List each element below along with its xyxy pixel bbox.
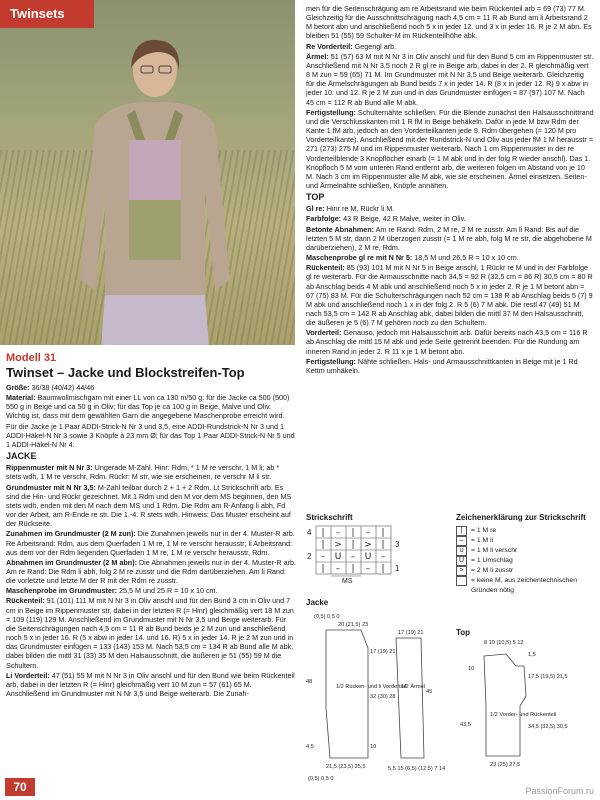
material-label: Material: — [6, 393, 36, 403]
model-label: Modell 31 — [6, 352, 57, 364]
svg-text:U: U — [364, 552, 372, 562]
finishing-text: Schulternähte schließen. Für die Blende zunächst den Halsausschnittrand und die Verschlusskanten mit 1 R fM in Beige behäkeln. Dafür in jede M bzw Rdm der Kante 1 fM arb, jedoch an den Vorderteilkanten jede 9. Rdm übergehen (= 120 M pro Vorderteilkante). Anschließend mit der Rundstrick-N und Oliv aus jeder fM 1 M herausstr = 271 (273) 275 M und im Rippenmuster weiterarb. Nach 1 cm Rippenmuster in der re Vorderteilblende 3 Knopflöcher einarb (= 1 M abk und in der folg R wieder anschl). Das 1. Knopfloch 5 M vom unteren Rand entfernt arb, die weiteren folgen im Abstand von je 10 M. Nach 3 cm im Rippenmuster alle M abk, wie sie erscheinen. Ärmel einsetzen. Seiten- und Ärmelnähte schließen, Knöpfe annähen. — [306, 107, 594, 190]
svg-text:|: | — [351, 540, 355, 550]
t-right: 1,5 — [528, 652, 536, 658]
knitting-chart — [306, 524, 416, 586]
svg-text:–: – — [320, 552, 326, 562]
svg-text:|: | — [381, 540, 385, 550]
rib-text: Ungerade M-Zahl. Hinr: Rdm, * 1 M re verschr, 1 M li; ab * stets wdh, 1 M re verschr, Rdm. Rückr: M str, wie sie erscheinen, re verschr M li str. — [6, 463, 280, 482]
j-side: 17 (19) 21 — [370, 649, 396, 655]
watermark: PassionForum.ru — [525, 786, 594, 796]
material-text: Baumwollmischgarn mit einer LL von ca 130 m/50 g: für die Jacke ca 500 (500) 550 g in Beige und ca 50 g in Oliv; für das Top je ca 100 g in Beige, Malve und Oliv. Wichtig ist, dass mit dem gewählten Garn die angegebene Maschenprobe erreicht wird. — [6, 393, 290, 421]
legend-item — [456, 556, 596, 566]
increase-text: Die Zunahmen jeweils nur in der 4. Muster-R arb. Re Arbeitsrand: Rdm, aus dem Querfaden 1 M re, 1 M re verschr herausstr; li Arbeitsrand: aus dem vor der Rdm liegenden Querfaden 1 M re, 1 M re verschr herausstr, Rdm. — [6, 529, 295, 557]
right-front-label: Re Vorderteil: — [306, 41, 353, 51]
model-illustration — [65, 30, 245, 345]
row-label-1: 1 — [395, 564, 400, 573]
gauge-text: 25,5 M und 25 R = 10 x 10 cm. — [119, 586, 218, 596]
row-label-4: 4 — [307, 528, 312, 537]
decrease-label: Abnahmen im Grundmuster (2 M abn): — [6, 557, 137, 567]
top-stockinette-label: Gl re: — [306, 204, 325, 214]
j-h10: 10 — [370, 744, 377, 750]
legend-text: = 1 M li — [471, 537, 494, 544]
legend — [456, 513, 596, 596]
j-h48: 48 — [306, 679, 313, 685]
legend-symbol: – — [456, 536, 467, 546]
decrease-text: Die Abnahmen jeweils nur in der 4. Muster-R arb. Am re Rand: Die Rdm li abh, folg 2 M re zusstr und die Rdm darüberziehen. Am li Rand: die vorletzte und letzte M der R mit der Rdm re zusstr. — [6, 557, 296, 586]
top-gauge-text: 18,5 M und 26,5 R = 10 x 10 cm. — [414, 253, 519, 263]
model-title: Twinset – Jacke und Blockstreifen-Top — [6, 365, 245, 380]
legend-symbol: ∪ — [456, 546, 467, 556]
svg-text:U: U — [334, 552, 342, 562]
top-front-text: Genauso, jedoch mit Halsausschnitt arb. Dafür bereits nach 43,5 cm = 116 R ab Anschlag die mittl 15 M abk und jede Seite getrennt beenden. Für die Rundung am inneren Rand in jeder 2. R 11 x je 1 M betont abn. — [306, 328, 588, 356]
t-h10: 10 — [468, 666, 475, 672]
t-h435: 43,5 — [460, 722, 471, 728]
emph-dec-text: Am re Rand: Rdm, 2 M re, 2 M re zusstr. Am li Rand: Bis auf die letzten 5 M str, dann 2 M überzogen zusstr (= 1 M re abh, folg M re str, die abgehobene M darüberziehen), 2 M re, Rdm. — [306, 224, 592, 252]
legend-item — [456, 536, 596, 546]
left-front-text: 47 (51) 55 M mit N Nr 3 in Oliv anschl und für den Bund wie beim Rückenteil arb, dabei in der letzten R (= Hinr) gleichmäßig vert 10 M zun = 57 (61) 65 M. Anschließend im Grundmuster mit N Nr 3,5 und Beige weiterarb. Die Zunah- — [6, 670, 295, 698]
legend-item — [456, 546, 596, 556]
svg-text:–: – — [350, 552, 356, 562]
back-schematic-label: 1/2 Rücken- und li Vorderteil — [336, 684, 407, 690]
back-text: 91 (101) 111 M mit N Nr 3 in Oliv anschl und für den Bund 3 cm in Oliv und 7 cm in Beige im Rippenmuster str, dabei in der letzten R (= Hinr) gleichmäßig vert 18 M zun = 109 (119) 129 M. Anschließend im Grundmuster mit N Nr 3,5 und Beige weiterarb. Für die Seitenschrägungen nach 4,5 cm = 11 R ab Bund beids je 2 M zun und anschließend noch 5 x in jeder 16. R (5 x abw in jeder 14. und 16. R) 5 x in jeder 14. R je 2 M zun und in das Grundmuster einfügen = 133 (143) 153 M. Nach 53,5 cm = 134 R ab Bund alle M abk, dabei bilden die mittl 31 (33) 35 M den Halsausschnitt, die äußeren je 51 (55) 59 M die Schultern. — [6, 596, 294, 670]
svg-text:>: > — [334, 540, 342, 550]
t-bottom: 23 (25) 27,5 — [490, 762, 521, 768]
legend-text: = 2 M li zusstr — [471, 567, 514, 574]
color-order-text: 43 R Beige, 42 R Malve, weiter in Oliv. — [343, 214, 466, 224]
right-front-text: Gegengl arb. — [354, 41, 397, 51]
j-mid: 32 (30) 28 — [370, 694, 396, 700]
legend-text: = 1 M re — [471, 527, 497, 534]
legend-text: = 1 Umschlag — [471, 557, 513, 564]
svg-text:|: | — [351, 564, 355, 574]
emph-dec-label: Betonte Abnahmen: — [306, 224, 375, 234]
svg-text:|: | — [351, 528, 355, 538]
back-label: Rückenteil: — [6, 596, 45, 606]
j-bottom2: (0,5) 0,5 0 — [308, 776, 334, 782]
gauge-label: Maschenprobe im Grundmuster: — [6, 586, 118, 596]
jacke-schematic — [306, 608, 456, 788]
left-column — [6, 352, 296, 699]
legend-item — [456, 576, 596, 596]
finishing-label: Fertigstellung: — [306, 107, 356, 117]
color-order-label: Farbfolge: — [306, 214, 342, 224]
left-front-label: Li Vorderteil: — [6, 670, 50, 680]
rib-label: Rippenmuster mit N Nr 3: — [6, 463, 93, 473]
section-tab: Twinsets — [0, 0, 94, 28]
legend-symbol: | — [456, 526, 467, 536]
ms-label: MS — [342, 578, 353, 585]
top-heading: TOP — [306, 192, 325, 203]
sleeve-text: 51 (57) 63 M mit N Nr 3 in Oliv anschl und für den Bund 5 cm im Rippenmuster str. Anschließend mit N Nr 3,5 noch 2 R gl re in Beige arb, dabei in der 2. R gleichmäßig vert 8 M zun = 59 (65) 71 M. Im Grundmuster mit N Nr 3,5 und Beige weiterarb. Gleichzeitig für die Ärmelschrägungen ab Bund beids 7 x in jeder 14. R (8 x in jeder 12. R) 9 x abw in jeder 10. und 12. R je 2 M zun und in das Grundmuster einfügen = 87 (97) 107 M. Nach 45 cm = 112 R ab Bund alle M abk. — [306, 51, 594, 107]
svg-text:–: – — [365, 528, 371, 538]
top-schematic-label: 1/2 Vorder- und Rückenteil — [490, 712, 557, 718]
j-top: (0,5) 0,5 0 — [314, 614, 340, 620]
j-h45: 4,5 — [306, 744, 314, 750]
svg-text:–: – — [335, 528, 341, 538]
needles-text: Für die Jacke je 1 Paar ADDI-Strick-N Nr 3 und 3,5, eine ADDI-Rundstrick-N Nr 3 und 1 ADDI-Häkel-N Nr 3 sowie 3 Knöpfe à 23 mm Ø; für das Top 1 Paar ADDI-Strick-N Nr 5 und 1 ADDI-Häkel-N Nr 4. — [6, 421, 295, 449]
svg-text:–: – — [335, 564, 341, 574]
row-label-2: 2 — [307, 552, 312, 561]
top-back-label: Rückenteil: — [306, 263, 345, 273]
top-front-label: Vorderteil: — [306, 328, 342, 338]
chart-title: Strickschrift — [306, 513, 353, 522]
pattern-label: Grundmuster mit N Nr 3,5: — [6, 482, 96, 492]
top-stockinette-text: Hinr re M, Rückr li M. — [326, 204, 395, 214]
legend-symbol: > — [456, 566, 467, 576]
model-photo — [0, 0, 295, 345]
s-top: 17 (19) 21 — [398, 630, 424, 636]
s-h45: 45 — [426, 689, 433, 695]
j-bottom: 21,5 (23,5) 25,5 — [326, 764, 366, 770]
sleeve-label: Ärmel: — [306, 51, 329, 61]
svg-text:|: | — [321, 564, 325, 574]
top-finishing-label: Fertigstellung: — [306, 356, 356, 366]
top-gauge-label: Maschenprobe gl re mit N Nr 5: — [306, 253, 413, 263]
legend-title: Zeichenerklärung zur Strickschrift — [456, 513, 586, 522]
svg-text:–: – — [365, 564, 371, 574]
row-label-3: 3 — [395, 540, 400, 549]
t-top: 8 10 (10,5) 5 12 — [484, 640, 524, 646]
j-neck: 20 (21,5) 23 — [338, 622, 369, 628]
jacke-schematic-title: Jacke — [306, 598, 329, 607]
continued-text: men für die Seitenschrägung am re Arbeitsrand wie beim Rückenteil arb = 69 (73) 77 M. Gleichzeitig für die Ausschnittschrägung nach 4,5 cm = 11 R ab Bund am li Arbeitsrand 2 M betont abn und anschließend noch 5 x in jeder 12. und 3 x in jeder 16. R je 2 M abn. Es bleiben 51 (55) 59 Schulter-M im Rückenteilhöhe abk. — [306, 4, 592, 41]
jacke-heading: JACKE — [6, 451, 37, 462]
legend-item — [456, 566, 596, 576]
legend-text: = 1 M li verschr — [471, 547, 518, 554]
legend-symbol: U — [456, 556, 467, 566]
top-back-text: 85 (93) 101 M mit N Nr 5 in Beige anschl, 1 Rückr re M und in der Farbfolge gl re weiterarb. Für die Armausschnitte nach 34,5 = 92 R (32,5 cm = 86 R) 30,5 cm = 80 R ab Anschlag beids 4 M abk und anschließend noch 5 x in jeder 2. R je 1 M betont abn = 67 (75) 83 M. Für die Schulterschrägungen nach 52 cm = 138 R ab Anschlag beids 5 (7) 9 M abk und anschließend noch 1 x in der folg 2. R 5 (6) 7 M abk. Die restl 47 (49) 51 M nach 53,5 cm = 142 R ab Anschlag abk, dabei bilden die mittl 37 M den Halsausschnitt, die äußeren je 5 (6) 7 M gehören noch zu den Schultern. — [306, 263, 593, 328]
legend-symbol — [456, 576, 467, 586]
page-number: 70 — [5, 778, 35, 796]
increase-label: Zunahmen im Grundmuster (2 M zun): — [6, 529, 136, 539]
legend-item — [456, 526, 596, 536]
sleeve-schematic-label: 1/2 Ärmel — [401, 684, 425, 690]
svg-text:|: | — [381, 528, 385, 538]
size-label: Größe: — [6, 383, 30, 392]
size-text: 36/38 (40/42) 44/46 — [31, 383, 95, 392]
right-column — [306, 4, 594, 376]
top-schematic — [456, 636, 596, 776]
top-schematic-title: Top — [456, 628, 471, 637]
t-h: 34,5 (32,5) 30,5 — [528, 724, 568, 730]
svg-text:|: | — [321, 540, 325, 550]
svg-text:>: > — [364, 540, 372, 550]
t-arm: 17,5 (19,5) 21,5 — [528, 674, 568, 680]
svg-text:|: | — [321, 528, 325, 538]
svg-text:–: – — [380, 552, 386, 562]
pattern-text: M-Zahl teilbar durch 2 + 1 + 2 Rdm. Lt Strickschrift arb. Es sind die Hin- und Rückr gezeichnet. Mit 1 Rdm und den M vor dem MS beginnen, den MS stets wdh, enden mit den M nach dem MS und 1 Rdm. Die Rdm am R-Anfang li abh, Fd vor der Arbeit, am R-Ende re str. Die 1.-4. R stets wdh. Hinweis: Das Muster erscheint auf der Rückseite. — [6, 482, 292, 529]
legend-text: = keine M, aus zeichentechnischen Gründen nötig — [471, 577, 577, 594]
s-bottom: 5,5 15 (6,5) (12,5) 7 14 — [388, 766, 446, 772]
svg-text:|: | — [381, 564, 385, 574]
top-finishing-text: Nähte schließen. Hals- und Armausschnittkanten in Beige mit je 1 Rd Kettm umhäkeln. — [306, 356, 578, 375]
